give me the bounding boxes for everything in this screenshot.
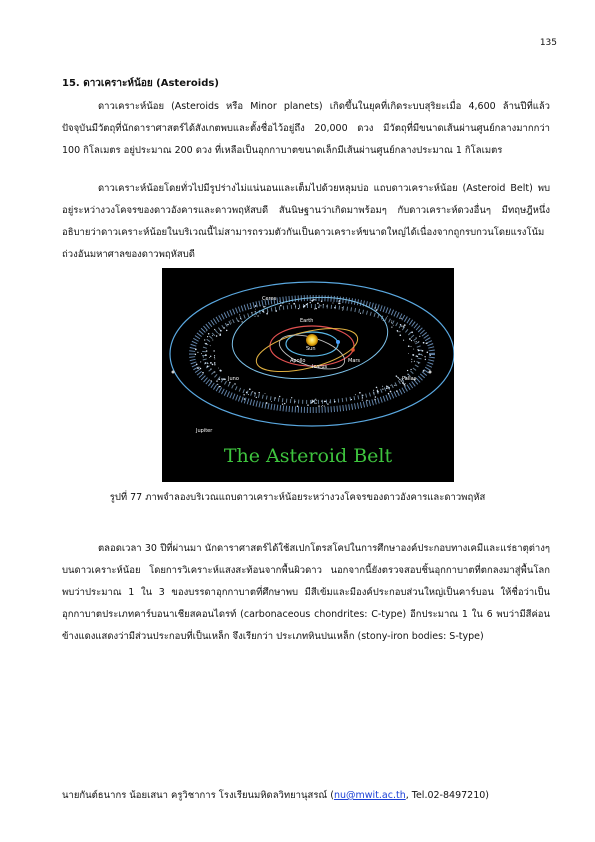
- asteroid-dot: [214, 362, 216, 364]
- asteroid-dot: [411, 346, 412, 347]
- asteroid-dot: [418, 341, 419, 342]
- asteroid-dot: [402, 382, 404, 384]
- asteroid-dot: [401, 318, 402, 319]
- asteroid-dot: [257, 315, 258, 316]
- earth-dot: [336, 340, 340, 344]
- asteroid-dot: [314, 299, 315, 300]
- asteroid-dot: [260, 305, 261, 306]
- mars-dot: [351, 348, 355, 352]
- figure-caption: รูปที่ 77 ภาพจำลองบริเวณแถบดาวเคราะห์น้อยระหว่างวงโคจรของดาวอังคารและดาวพฤหัส: [109, 492, 486, 503]
- asteroid-dot: [199, 367, 200, 368]
- asteroid-dot: [400, 324, 401, 325]
- apollo-label: Apollo: [290, 358, 306, 364]
- asteroid-dot: [207, 366, 209, 368]
- asteroid-dot: [267, 312, 268, 313]
- pallas-dot: [429, 371, 432, 374]
- asteroid-dot: [311, 401, 313, 403]
- asteroid-dot: [282, 404, 283, 405]
- icarus-label: Icarus: [312, 364, 328, 370]
- footer-telephone-text: , Tel.02-8497210): [405, 790, 489, 801]
- asteroid-dot: [205, 362, 206, 363]
- asteroid-dot: [266, 402, 268, 404]
- asteroid-dot: [318, 307, 319, 308]
- asteroid-dot: [338, 303, 340, 305]
- asteroid-dot: [239, 314, 240, 315]
- asteroid-dot: [382, 386, 383, 387]
- asteroid-dot: [218, 368, 219, 369]
- asteroid-dot: [334, 307, 335, 308]
- asteroid-dot: [295, 306, 296, 307]
- asteroid-dot: [214, 358, 215, 359]
- asteroid-dot: [212, 335, 213, 336]
- asteroid-dot: [394, 385, 395, 386]
- asteroid-dot: [231, 322, 232, 323]
- asteroid-dot: [289, 303, 290, 304]
- asteroid-dot: [399, 334, 401, 336]
- paragraph-asteroids-intro: [62, 96, 550, 162]
- asteroid-dot: [227, 324, 229, 326]
- asteroid-dot: [291, 397, 292, 398]
- asteroid-dot: [214, 371, 215, 372]
- asteroid-dot: [255, 309, 256, 310]
- asteroid-dot: [318, 405, 319, 406]
- footer-email-link[interactable]: nu@mwit.ac.th: [333, 790, 406, 801]
- asteroid-dot: [397, 330, 399, 332]
- asteroid-dot: [217, 384, 218, 385]
- juno-dot: [172, 371, 175, 374]
- asteroid-dot: [417, 356, 418, 357]
- asteroid-dot: [221, 378, 223, 380]
- asteroid-dot: [317, 303, 319, 305]
- asteroid-dot: [376, 309, 378, 311]
- asteroid-dot: [304, 305, 306, 307]
- asteroid-dot: [205, 354, 206, 355]
- asteroid-dot: [203, 357, 204, 358]
- asteroid-dot: [315, 399, 316, 400]
- asteroid-dot: [423, 342, 425, 344]
- asteroid-dot: [414, 361, 415, 362]
- asteroid-dot: [398, 378, 399, 379]
- asteroid-dot: [339, 300, 340, 301]
- asteroid-dot: [265, 393, 266, 394]
- asteroid-dot: [366, 400, 367, 401]
- asteroid-dot: [196, 364, 198, 366]
- asteroid-dot: [416, 337, 417, 338]
- asteroid-dot: [409, 338, 411, 340]
- asteroid-dot: [408, 374, 409, 375]
- asteroid-dot: [321, 300, 323, 302]
- asteroid-belt-illustration: [162, 268, 454, 482]
- asteroid-dot: [210, 362, 212, 364]
- asteroid-dot: [377, 390, 378, 391]
- asteroid-dot: [422, 355, 423, 356]
- asteroid-dot: [218, 333, 219, 334]
- asteroid-dot: [386, 387, 388, 389]
- asteroid-dot: [212, 340, 213, 341]
- asteroid-dot: [313, 299, 315, 301]
- asteroid-dot: [265, 306, 266, 307]
- asteroid-dot: [362, 400, 363, 401]
- asteroid-dot: [396, 390, 397, 391]
- asteroid-dot: [403, 340, 404, 341]
- asteroid-dot: [207, 336, 208, 337]
- asteroid-dot: [252, 391, 253, 392]
- ceres-label: Ceres: [262, 296, 277, 302]
- asteroid-dot: [416, 341, 417, 342]
- asteroid-dot: [314, 399, 315, 400]
- asteroid-dot: [429, 355, 430, 356]
- asteroid-dot: [360, 313, 361, 314]
- juno-label: Juno: [228, 376, 239, 382]
- asteroid-dot: [219, 378, 221, 380]
- footer-author-text: นายกันต์ธนากร น้อยเสนา ครูวิชาการ โรงเรียนมหิดลวิทยานุสรณ์ (: [62, 790, 334, 801]
- asteroid-dot: [240, 318, 241, 319]
- asteroid-dot: [334, 401, 335, 402]
- asteroid-dot: [382, 388, 383, 389]
- paragraph-1-text: ดาวเคราะห์น้อย (Asteroids หรือ Minor planets) เกิดขึ้นในยุคที่เกิดระบบสุริยะเมื่อ 4,600 ล้านปีที่แล้ว ปัจจุบันมีวัตถุที่นักดาราศาสตร์ได้สังเกตพบและตั้งชื่อไว้อยู่ถึง 20,000 ดวง มีวัตถุที่มีขนาดเส้นผ่านศูนย์กลางมากกว่า 100 กิโลเมตร อยู่ประมาณ 200 ดวง ที่เหลือเป็นอุกกาบาตขนาดเล็กมีเส้นผ่านศูนย์กลางประมาณ 1 กิโลเมตร: [62, 101, 550, 156]
- asteroid-dot: [220, 330, 222, 332]
- asteroid-dot: [279, 301, 280, 302]
- asteroid-dot: [255, 305, 257, 307]
- asteroid-dot: [342, 307, 343, 308]
- asteroid-dot: [374, 399, 375, 400]
- asteroid-dot: [424, 356, 425, 357]
- asteroid-dot: [294, 401, 295, 402]
- asteroid-dot: [396, 376, 397, 377]
- asteroid-dot: [212, 364, 214, 366]
- asteroid-dot: [202, 372, 204, 374]
- asteroid-dot: [423, 370, 425, 372]
- asteroid-dot: [377, 389, 378, 390]
- asteroid-dot: [324, 406, 325, 407]
- asteroid-dot: [375, 396, 377, 398]
- asteroid-dot: [408, 345, 410, 347]
- asteroid-dot: [307, 303, 308, 304]
- asteroid-dot: [214, 329, 215, 330]
- mars-label: Mars: [348, 358, 361, 364]
- asteroid-dot: [223, 327, 224, 328]
- asteroid-dot: [388, 393, 389, 394]
- asteroid-dot: [280, 305, 282, 307]
- asteroid-dot: [298, 308, 299, 309]
- page-number: 135: [539, 38, 557, 48]
- asteroid-dot: [310, 302, 311, 303]
- asteroid-dot: [208, 333, 210, 335]
- figure-title: The Asteroid Belt: [223, 445, 393, 467]
- asteroid-dot: [314, 308, 315, 309]
- asteroid-dot: [390, 385, 391, 386]
- asteroid-belt-figure: [162, 268, 454, 482]
- asteroid-dot: [413, 354, 415, 356]
- asteroid-dot: [391, 320, 392, 321]
- asteroid-dot: [383, 320, 384, 321]
- asteroid-dot: [415, 341, 416, 342]
- asteroid-dot: [419, 336, 420, 337]
- asteroid-dot: [210, 345, 211, 346]
- asteroid-dot: [410, 369, 411, 370]
- asteroid-dot: [362, 397, 363, 398]
- asteroid-dot: [248, 394, 249, 395]
- asteroid-dot: [210, 368, 211, 369]
- asteroid-dot: [404, 324, 406, 326]
- asteroid-dot: [390, 391, 392, 393]
- asteroid-dot: [219, 334, 221, 336]
- asteroid-dot: [254, 392, 256, 394]
- asteroid-dot: [355, 394, 356, 395]
- asteroid-dot: [271, 401, 272, 402]
- asteroid-dot: [223, 378, 225, 380]
- asteroid-dot: [427, 352, 429, 354]
- asteroid-dot: [197, 367, 199, 369]
- paragraph-asteroid-composition: [62, 538, 550, 648]
- asteroid-dot: [307, 405, 308, 406]
- asteroid-dot: [205, 343, 207, 345]
- asteroid-dot: [404, 384, 406, 386]
- asteroid-dot: [195, 349, 197, 351]
- asteroid-dot: [333, 303, 334, 304]
- asteroid-dot: [425, 359, 426, 360]
- asteroid-dot: [293, 303, 295, 305]
- asteroid-dot: [275, 397, 276, 398]
- asteroid-dot: [230, 320, 231, 321]
- section-heading: 15. ดาวเคราะห์น้อย (Asteroids): [62, 78, 219, 89]
- asteroid-dot: [249, 388, 251, 390]
- asteroid-dot: [327, 403, 328, 404]
- sun-label: Sun: [306, 346, 316, 352]
- asteroid-dot: [315, 403, 316, 404]
- asteroid-dot: [255, 311, 256, 312]
- asteroid-dot: [238, 320, 239, 321]
- asteroid-dot: [418, 363, 419, 364]
- asteroid-dot: [210, 380, 211, 381]
- asteroid-dot: [210, 356, 211, 357]
- asteroid-dot: [219, 386, 221, 388]
- asteroid-dot: [216, 335, 218, 337]
- asteroid-dot: [387, 386, 388, 387]
- asteroid-dot: [256, 397, 257, 398]
- asteroid-dot: [263, 306, 265, 308]
- asteroid-dot: [408, 353, 409, 354]
- asteroid-dot: [200, 368, 201, 369]
- asteroid-dot: [201, 353, 202, 354]
- asteroid-dot: [413, 349, 414, 350]
- pallas-label: Pallas: [402, 376, 417, 382]
- asteroid-dot: [254, 316, 255, 317]
- earth-label: Earth: [300, 318, 314, 324]
- asteroid-dot: [213, 350, 214, 351]
- asteroid-dot: [262, 311, 264, 313]
- asteroid-dot: [388, 387, 390, 389]
- asteroid-dot: [209, 357, 210, 358]
- asteroid-dot: [206, 330, 207, 331]
- asteroid-dot: [405, 383, 406, 384]
- asteroid-dot: [266, 313, 268, 315]
- asteroid-dot: [325, 401, 326, 402]
- asteroid-dot: [411, 361, 412, 362]
- asteroid-dot: [376, 387, 378, 389]
- asteroid-dot: [391, 327, 392, 328]
- asteroid-dot: [373, 390, 374, 391]
- asteroid-dot: [416, 355, 417, 356]
- asteroid-dot: [214, 357, 215, 358]
- asteroid-dot: [258, 392, 259, 393]
- asteroid-dot: [407, 370, 408, 371]
- asteroid-dot: [214, 355, 215, 356]
- jupiter-label: Jupiter: [196, 428, 213, 434]
- asteroid-dot: [321, 406, 322, 407]
- asteroid-dot: [411, 359, 412, 360]
- asteroid-dot: [359, 392, 361, 394]
- asteroid-dot: [399, 331, 400, 332]
- asteroid-dot: [197, 352, 198, 353]
- asteroid-dot: [425, 343, 426, 344]
- asteroid-dot: [422, 350, 423, 351]
- asteroid-dot: [195, 354, 196, 355]
- asteroid-dot: [362, 395, 363, 396]
- sun-icon: [306, 334, 318, 346]
- asteroid-dot: [312, 400, 313, 401]
- asteroid-dot: [393, 325, 394, 326]
- asteroid-dot: [207, 363, 208, 364]
- asteroid-dot: [214, 364, 215, 365]
- asteroid-dot: [220, 370, 222, 372]
- asteroid-dot: [279, 396, 280, 397]
- asteroid-dot: [400, 379, 401, 380]
- asteroid-dot: [342, 310, 343, 311]
- footer-author-credit: [62, 788, 489, 803]
- asteroid-dot: [252, 312, 253, 313]
- asteroid-dot: [351, 399, 352, 400]
- asteroid-dot: [242, 321, 243, 322]
- asteroid-dot: [244, 398, 246, 400]
- asteroid-dot: [216, 380, 217, 381]
- asteroid-dot: [405, 385, 406, 386]
- asteroid-dot: [204, 339, 205, 340]
- asteroid-dot: [320, 305, 321, 306]
- paragraph-3-text: ตลอดเวลา 30 ปีที่ผ่านมา นักดาราศาสตร์ได้ใช้สเปกโตรสโคปในการศึกษาองค์ประกอบทางเคมีและแร่ธาตุต่างๆ บนดาวเคราะห์น้อย โดยการวิเคราะห์แสงสะท้อนจากพื้นผิวดาว นอกจากนี้ยังตรวจสอบชิ้นอุกกาบาตที่ตกลงมาสู่พื้นโลก พบว่าประมาณ 1 ใน 3 ของบรรดาอุกกาบาตที่ศึกษาพบ มีสีเข้มและมีองค์ประกอบส่วนใหญ่เป็นคาร์บอน ให้ชื่อว่าเป็นอุกกาบาตประเภทคาร์บอนาเชียสคอนไดรท์ (carbonaceous chondrites: C-type) อีกประมาณ 1 ใน 6 พบว่ามีสีค่อนข้างแดงแสดงว่ามีส่วนประกอบที่เป็นเหล็ก จึงเรียกว่า ประเภทหินปนเหล็ก (stony-iron bodies: S-type): [62, 543, 550, 642]
- asteroid-dot: [243, 394, 244, 395]
- paragraph-asteroid-shape: [62, 178, 550, 266]
- asteroid-dot: [206, 350, 208, 352]
- asteroid-dot: [391, 322, 392, 323]
- asteroid-dot: [322, 405, 323, 406]
- asteroid-dot: [329, 402, 330, 403]
- asteroid-dot: [275, 310, 277, 312]
- asteroid-dot: [316, 400, 317, 401]
- asteroid-dot: [323, 304, 324, 305]
- asteroid-dot: [418, 350, 420, 352]
- asteroid-dot: [403, 327, 404, 328]
- asteroid-dot: [387, 316, 388, 317]
- asteroid-dot: [411, 340, 412, 341]
- asteroid-dot: [226, 330, 228, 332]
- asteroid-dot: [326, 306, 327, 307]
- asteroid-dot: [373, 392, 374, 393]
- asteroid-dot: [375, 307, 376, 308]
- asteroid-dot: [250, 308, 251, 309]
- asteroid-dot: [321, 401, 322, 402]
- asteroid-dot: [246, 392, 247, 393]
- asteroid-dot: [297, 405, 299, 407]
- asteroid-dot: [401, 325, 402, 326]
- asteroid-dot: [315, 308, 316, 309]
- asteroid-dot: [411, 331, 413, 333]
- asteroid-dot: [419, 353, 420, 354]
- paragraph-2-text: ดาวเคราะห์น้อยโดยทั่วไปมีรูปร่างไม่แน่นอนและเต็มไปด้วยหลุมบ่อ แถบดาวเคราะห์น้อย (Asteroid Belt) พบอยู่ระหว่างวงโคจรของดาวอังคารและดาวพฤหัสบดี สันนิษฐานว่าเกิดมาพร้อมๆ กับดาวเคราะห์ดวงอื่นๆ มีทฤษฎีหนึ่งอธิบายว่าดาวเคราะห์น้อยในบริเวณนี้ไม่สามารถรวมตัวกันเป็นดาวเคราะห์ขนาดใหญ่ได้เนื่องจากถูกรบกวนโดยแรงโน้มถ่วงอันมหาศาลของดาวพฤหัสบดี: [62, 183, 550, 260]
- asteroid-dot: [234, 383, 235, 384]
- asteroid-dot: [200, 361, 201, 362]
- asteroid-dot: [284, 403, 285, 404]
